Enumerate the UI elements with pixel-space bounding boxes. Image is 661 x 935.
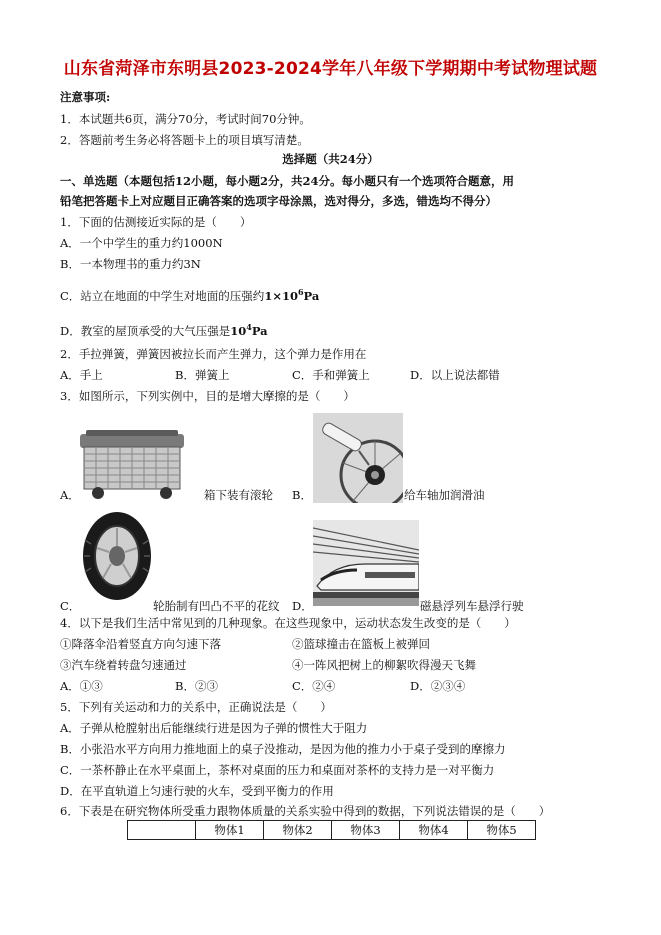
q4-statement-2: ②篮球撞击在篮板上被弹回 [292, 637, 430, 651]
table-header-cell: 物体5 [468, 821, 536, 840]
table-header-cell [128, 821, 196, 840]
q6-stem: 6．下表是在研究物体所受重力跟物体质量的关系实验中得到的数据，下列说法错误的是（ ） [60, 804, 551, 818]
q4-option-a: A．①③ [60, 679, 103, 693]
q1-option-c-unit: Pa [303, 288, 320, 303]
q3-option-a-caption: 箱下装有滚轮 [204, 488, 273, 502]
q1-option-d-exp: 4 [246, 322, 252, 332]
q4-option-b: B．②③ [175, 679, 218, 693]
q3-option-b-caption: 给车轴加润滑油 [404, 488, 485, 502]
bike-axle-oil-image [313, 413, 403, 503]
q4-statement-1: ①降落伞沿着竖直方向匀速下落 [60, 637, 221, 651]
table-header-cell: 物体2 [264, 821, 332, 840]
q1-option-c-value: 1×10 [264, 288, 298, 303]
q3-stem: 3．如图所示，下列实例中，目的是增大摩擦的是（ ） [60, 389, 355, 403]
q2-option-a: A．手上 [60, 368, 103, 382]
table-header-row [128, 821, 536, 840]
part1-instructions-line1: 一、单选题（本题包括12小题，每小题2分，共24分。每小题只有一个选项符合题意，用 [60, 174, 515, 188]
q5-option-d: D．在平直轨道上匀速行驶的火车，受到平衡力的作用 [60, 784, 334, 798]
q3-option-d-caption: 磁悬浮列车悬浮行驶 [420, 599, 524, 613]
q3-option-d-letter: D． [292, 599, 313, 613]
q1-option-a: A．一个中学生的重力约1000N [60, 236, 223, 250]
q5-option-c: C．一茶杯静止在水平桌面上，茶杯对桌面的压力和桌面对茶杯的支持力是一对平衡力 [60, 763, 495, 777]
q1-option-b: B．一本物理书的重力约3N [60, 257, 201, 271]
q1-option-d-unit: Pa [251, 323, 268, 338]
q4-statement-4: ④一阵风把树上的柳絮吹得漫天飞舞 [292, 658, 476, 672]
q1-option-d-value: 10 [230, 323, 247, 338]
q4-option-d: D．②③④ [410, 679, 466, 693]
q1-option-d-text: D．教室的屋顶承受的大气压强是 [60, 323, 231, 338]
q1-option-d [60, 320, 268, 339]
storage-box-image [78, 428, 188, 500]
part1-instructions-line2: 铅笔把答题卡上对应题目正确答案的选项字母涂黑，选对得分，多选，错选均不得分） [60, 194, 497, 208]
q4-stem: 4．以下是我们生活中常见到的几种现象。在这些现象中，运动状态发生改变的是（ ） [60, 616, 516, 630]
q1-option-c [60, 285, 319, 304]
exam-title: 山东省菏泽市东明县2023-2024学年八年级下学期期中考试物理试题 [63, 59, 598, 79]
q2-option-b: B．弹簧上 [175, 368, 230, 382]
q4-option-c: C．②④ [292, 679, 336, 693]
q3-option-a-letter: A． [60, 488, 80, 502]
q1-option-c-exp: 6 [297, 287, 304, 297]
q5-stem: 5．下列有关运动和力的关系中，正确说法是（ ） [60, 700, 332, 714]
q5-option-b: B．小张沿水平方向用力推地面上的桌子没推动，是因为他的推力小于桌子受到的摩擦力 [60, 742, 506, 756]
q2-stem: 2．手拉弹簧，弹簧因被拉长而产生弹力，这个弹力是作用在 [60, 347, 367, 361]
notice-heading: 注意事项: [60, 90, 111, 104]
section-title: 选择题（共24分） [282, 152, 379, 166]
q3-option-b-letter: B． [292, 488, 312, 502]
q1-option-c-text: C．站立在地面的中学生对地面的压强约 [60, 288, 265, 303]
q2-option-d: D．以上说法都错 [410, 368, 500, 382]
q2-option-c: C．手和弹簧上 [292, 368, 370, 382]
mass-weight-table [127, 820, 536, 840]
notice-item-2: 2．答题前考生务必将答题卡上的项目填写清楚。 [60, 133, 309, 147]
q5-option-a: A．子弹从枪膛射出后能继续行进是因为子弹的惯性大于阻力 [60, 721, 368, 735]
table-header-cell: 物体3 [332, 821, 400, 840]
table-header-cell: 物体1 [196, 821, 264, 840]
tire-tread-image [81, 510, 153, 602]
table-header-cell: 物体4 [400, 821, 468, 840]
q1-stem: 1．下面的估测接近实际的是（ ） [60, 215, 252, 229]
q4-statement-3: ③汽车绕着转盘匀速通过 [60, 658, 187, 672]
notice-item-1: 1．本试题共6页，满分70分，考试时间70分钟。 [60, 112, 311, 126]
q3-option-c-caption: 轮胎制有凹凸不平的花纹 [153, 599, 280, 613]
maglev-train-image [313, 520, 419, 606]
q3-option-c-letter: C． [60, 599, 81, 613]
